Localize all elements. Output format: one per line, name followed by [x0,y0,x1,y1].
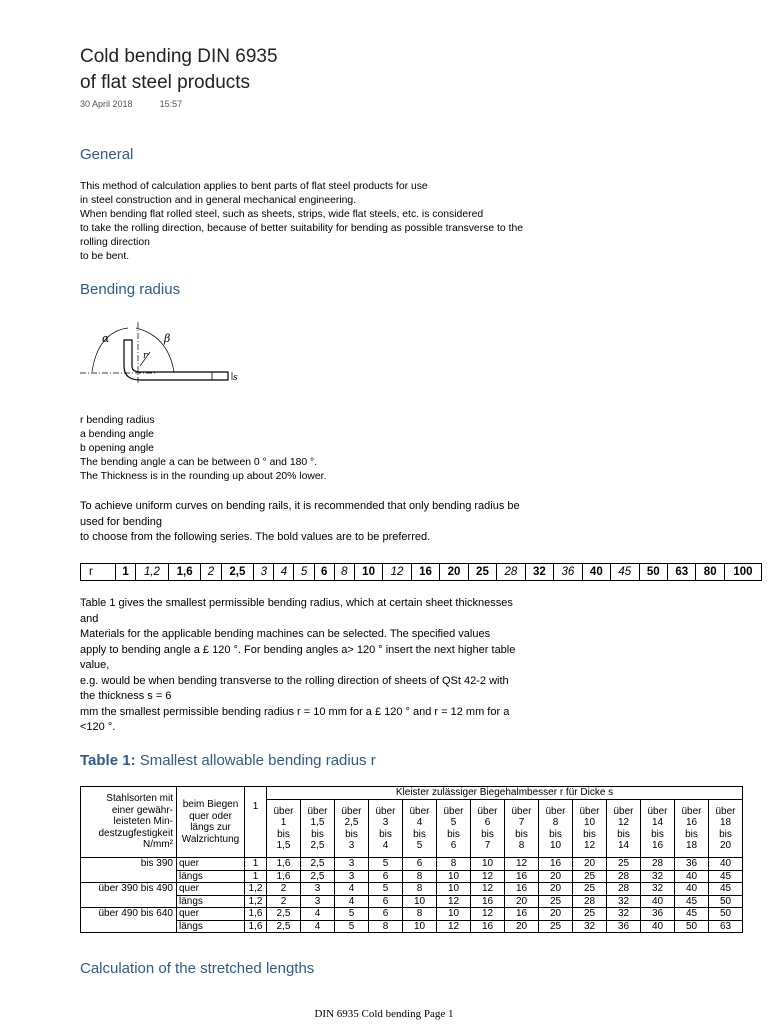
thickness-header: 1 [245,787,267,858]
alpha-label: α [102,332,110,345]
thickness-range-header: über 8 bis 10 [539,800,573,858]
direction-cell: quer [177,908,245,921]
series-value: 3 [254,564,274,581]
radius-cell: 16 [539,858,573,871]
radius-cell: 10 [471,858,505,871]
radius-cell: 2,5 [301,870,335,883]
radius-cell: 6 [369,895,403,908]
general-paragraph [80,180,523,264]
series-value: 50 [639,564,667,581]
bending-radius-table [80,786,743,933]
series-value: 1,6 [168,564,201,581]
thickness-range-header: über 18 bis 20 [709,800,743,858]
series-value: 80 [696,564,724,581]
legend-paragraph [80,414,326,484]
radius-cell: 2,5 [267,920,301,933]
radius-cell: 36 [607,920,641,933]
direction-cell: längs [177,895,245,908]
date-text: 30 April 2018 [80,99,133,109]
direction-cell: quer [177,858,245,871]
series-value: 4 [274,564,294,581]
direction-cell: quer [177,883,245,896]
bending-diagram [80,322,240,392]
radius-cell: 16 [471,895,505,908]
radius-cell: 25 [573,883,607,896]
radius-cell: 6 [369,870,403,883]
time-text: 15:57 [159,99,183,109]
thickness-range-header: über 6 bis 7 [471,800,505,858]
radius-cell: 16 [505,908,539,921]
direction-cell: längs [177,870,245,883]
direction-cell: längs [177,920,245,933]
thickness-range-header: über 2,5 bis 3 [335,800,369,858]
thickness-range-header: über 12 bis 14 [607,800,641,858]
series-value: 25 [468,564,496,581]
strength-cell: über 490 bis 640 [81,908,177,933]
radius-cell: 1,2 [245,883,267,896]
radius-cell: 1,6 [267,870,301,883]
series-value: 10 [354,564,382,581]
timestamp [80,99,182,109]
series-value: 1 [116,564,136,581]
series-value: 6 [314,564,334,581]
radius-cell: 12 [505,858,539,871]
radius-cell: 40 [675,883,709,896]
radius-cell: 28 [607,883,641,896]
radius-cell: 2 [267,883,301,896]
page-footer: DIN 6935 Cold bending Page 1 [314,1008,454,1020]
radius-cell: 5 [335,920,369,933]
after-line: <120 °. [80,721,116,733]
series-value: 2,5 [221,564,254,581]
radius-cell: 3 [301,895,335,908]
heading-bending-radius: Bending radius [80,281,181,298]
radius-cell: 45 [675,895,709,908]
group-header: Kleister zulässiger Biegehalmbesser r für Dicke s [267,787,743,800]
radius-cell: 8 [403,908,437,921]
series-value: 45 [611,564,639,581]
after-line: and [80,612,99,625]
direction-header: beim Biegen quer oder längs zur Walzrichtung [177,787,245,858]
radius-cell: 8 [437,858,471,871]
intro-line: to choose from the following series. The bold values are to be preferred. [80,531,431,543]
radius-cell: 40 [709,858,743,871]
series-value: 16 [411,564,439,581]
thickness-label: s [233,373,238,383]
series-value: 100 [724,564,761,581]
thickness-range-header: über 14 bis 16 [641,800,675,858]
after-line: e.g. would be when bending transverse to the rolling direction of sheets of QSt 42-2 with [80,674,509,687]
beta-label: β [164,332,171,345]
table1-header-row [81,787,743,800]
general-line: rolling direction [80,237,150,248]
radius-cell: 36 [641,908,675,921]
radius-cell: 6 [369,908,403,921]
radius-cell: 16 [505,870,539,883]
table-row [81,895,743,908]
radius-cell: 20 [505,920,539,933]
strength-cell: über 390 bis 490 [81,883,177,908]
general-line: in steel construction and in general mechanical engineering. [80,195,357,206]
radius-cell: 5 [369,858,403,871]
radius-cell: 4 [301,920,335,933]
general-line: When bending flat rolled steel, such as sheets, strips, wide flat steels, etc. is considered [80,209,484,220]
series-value: 12 [383,564,411,581]
after-line: Materials for the applicable bending machines can be selected. The specified values [80,628,491,640]
radius-cell: 32 [607,895,641,908]
radius-cell: 3 [335,858,369,871]
table1-heading-label: Table 1: [80,752,136,769]
radius-cell: 6 [403,858,437,871]
general-line: to be bent. [80,251,130,262]
radius-cell: 12 [471,870,505,883]
after-line: the thickness s = 6 [80,690,172,702]
radius-cell: 32 [641,870,675,883]
radius-series-table [80,563,762,581]
radius-cell: 28 [607,870,641,883]
radius-cell: 12 [471,883,505,896]
legend-line: The Thickness is in the rounding up about 20% lower. [80,471,327,482]
page-title [80,44,278,96]
radius-cell: 2 [267,895,301,908]
legend-line: b opening angle [80,443,154,454]
strength-cell: bis 390 [81,858,177,883]
radius-cell: 25 [539,895,573,908]
radius-cell: 45 [709,883,743,896]
series-label: r [81,564,116,581]
radius-cell: 2,5 [301,858,335,871]
thickness-range-header: über 5 bis 6 [437,800,471,858]
radius-cell: 3 [335,870,369,883]
heading-table1 [80,752,376,769]
thickness-range-header: über 3 bis 4 [369,800,403,858]
after-line: apply to bending angle a £ 120 °. For bending angles a> 120 ° insert the next higher table [80,643,516,656]
radius-cell: 63 [709,920,743,933]
table-row [81,858,743,871]
radius-cell: 10 [403,895,437,908]
series-intro [80,499,520,546]
radius-cell: 10 [403,920,437,933]
intro-line: To achieve uniform curves on bending rails, it is recommended that only bending radius be [80,500,520,512]
radius-cell: 1 [245,870,267,883]
radius-cell: 50 [709,908,743,921]
radius-cell: 32 [607,908,641,921]
radius-cell: 1 [245,858,267,871]
radius-cell: 28 [641,858,675,871]
table1-heading-text: Smallest allowable bending radius r [135,752,376,769]
radius-cell: 20 [505,895,539,908]
legend-line: The bending angle a can be between 0 ° and 180 °. [80,457,318,468]
thickness-range-header: über 1 bis 1,5 [267,800,301,858]
radius-cell: 50 [709,895,743,908]
radius-cell: 10 [437,870,471,883]
radius-cell: 20 [539,908,573,921]
radius-cell: 36 [675,858,709,871]
after-line: value, [80,659,110,671]
radius-cell: 1,6 [267,858,301,871]
series-row [81,564,762,581]
radius-cell: 32 [573,920,607,933]
radius-cell: 2,5 [267,908,301,921]
series-value: 28 [497,564,525,581]
radius-cell: 25 [539,920,573,933]
radius-cell: 4 [301,908,335,921]
radius-cell: 8 [403,883,437,896]
radius-cell: 16 [471,920,505,933]
series-value: 5 [294,564,314,581]
legend-line: a bending angle [80,429,154,440]
radius-cell: 45 [709,870,743,883]
radius-cell: 40 [675,870,709,883]
title-line-2: of flat steel products [80,72,251,93]
radius-cell: 20 [539,883,573,896]
series-value: 20 [440,564,468,581]
thickness-range-header: über 4 bis 5 [403,800,437,858]
after-line: Table 1 gives the smallest permissible bending radius, which at certain sheet thicknesses [80,597,513,609]
after-line: mm the smallest permissible bending radius r = 10 mm for a £ 120 ° and r = 12 mm for a [80,705,510,718]
radius-cell: 3 [301,883,335,896]
radius-cell: 8 [369,920,403,933]
radius-cell: 45 [675,908,709,921]
series-value: 32 [525,564,553,581]
radius-cell: 5 [335,908,369,921]
radius-cell: 4 [335,895,369,908]
thickness-range-header: über 7 bis 8 [505,800,539,858]
radius-cell: 5 [369,883,403,896]
radius-cell: 10 [437,883,471,896]
radius-cell: 1,2 [245,895,267,908]
radius-cell: 25 [573,870,607,883]
series-value: 40 [582,564,610,581]
series-value: 8 [334,564,354,581]
table-row [81,920,743,933]
radius-cell: 12 [437,920,471,933]
radius-cell: 25 [573,908,607,921]
general-line: This method of calculation applies to bent parts of flat steel products for use [80,181,428,192]
radius-cell: 50 [675,920,709,933]
thickness-range-header: über 10 bis 12 [573,800,607,858]
radius-cell: 28 [573,895,607,908]
heading-general: General [80,146,134,163]
radius-cell: 4 [335,883,369,896]
radius-cell: 12 [471,908,505,921]
table-intro [80,596,515,736]
radius-cell: 1,6 [245,920,267,933]
radius-cell: 12 [437,895,471,908]
heading-stretched-lengths: Calculation of the stretched lengths [80,960,315,977]
radius-cell: 25 [607,858,641,871]
series-value: 1,2 [136,564,169,581]
radius-cell: 40 [641,920,675,933]
strength-header: Stahlsorten mit einer gewähr-leisteten Min-destzugfestigkeit N/mm² [81,787,177,858]
intro-line: used for bending [80,515,162,528]
table-row [81,870,743,883]
thickness-range-header: über 16 bis 18 [675,800,709,858]
radius-cell: 20 [573,858,607,871]
radius-cell: 10 [437,908,471,921]
radius-cell: 8 [403,870,437,883]
radius-label: r [143,351,148,361]
series-value: 36 [554,564,582,581]
radius-cell: 1,6 [245,908,267,921]
radius-cell: 20 [539,870,573,883]
table-row [81,883,743,896]
title-line-1: Cold bending DIN 6935 [80,46,278,67]
radius-cell: 16 [505,883,539,896]
legend-line: r bending radius [80,415,155,426]
table-row [81,908,743,921]
radius-cell: 40 [641,895,675,908]
series-value: 2 [201,564,221,581]
series-value: 63 [668,564,696,581]
thickness-range-header: über 1,5 bis 2,5 [301,800,335,858]
radius-cell: 32 [641,883,675,896]
general-line: to take the rolling direction, because of better suitability for bending as possible transverse to the [80,223,524,234]
